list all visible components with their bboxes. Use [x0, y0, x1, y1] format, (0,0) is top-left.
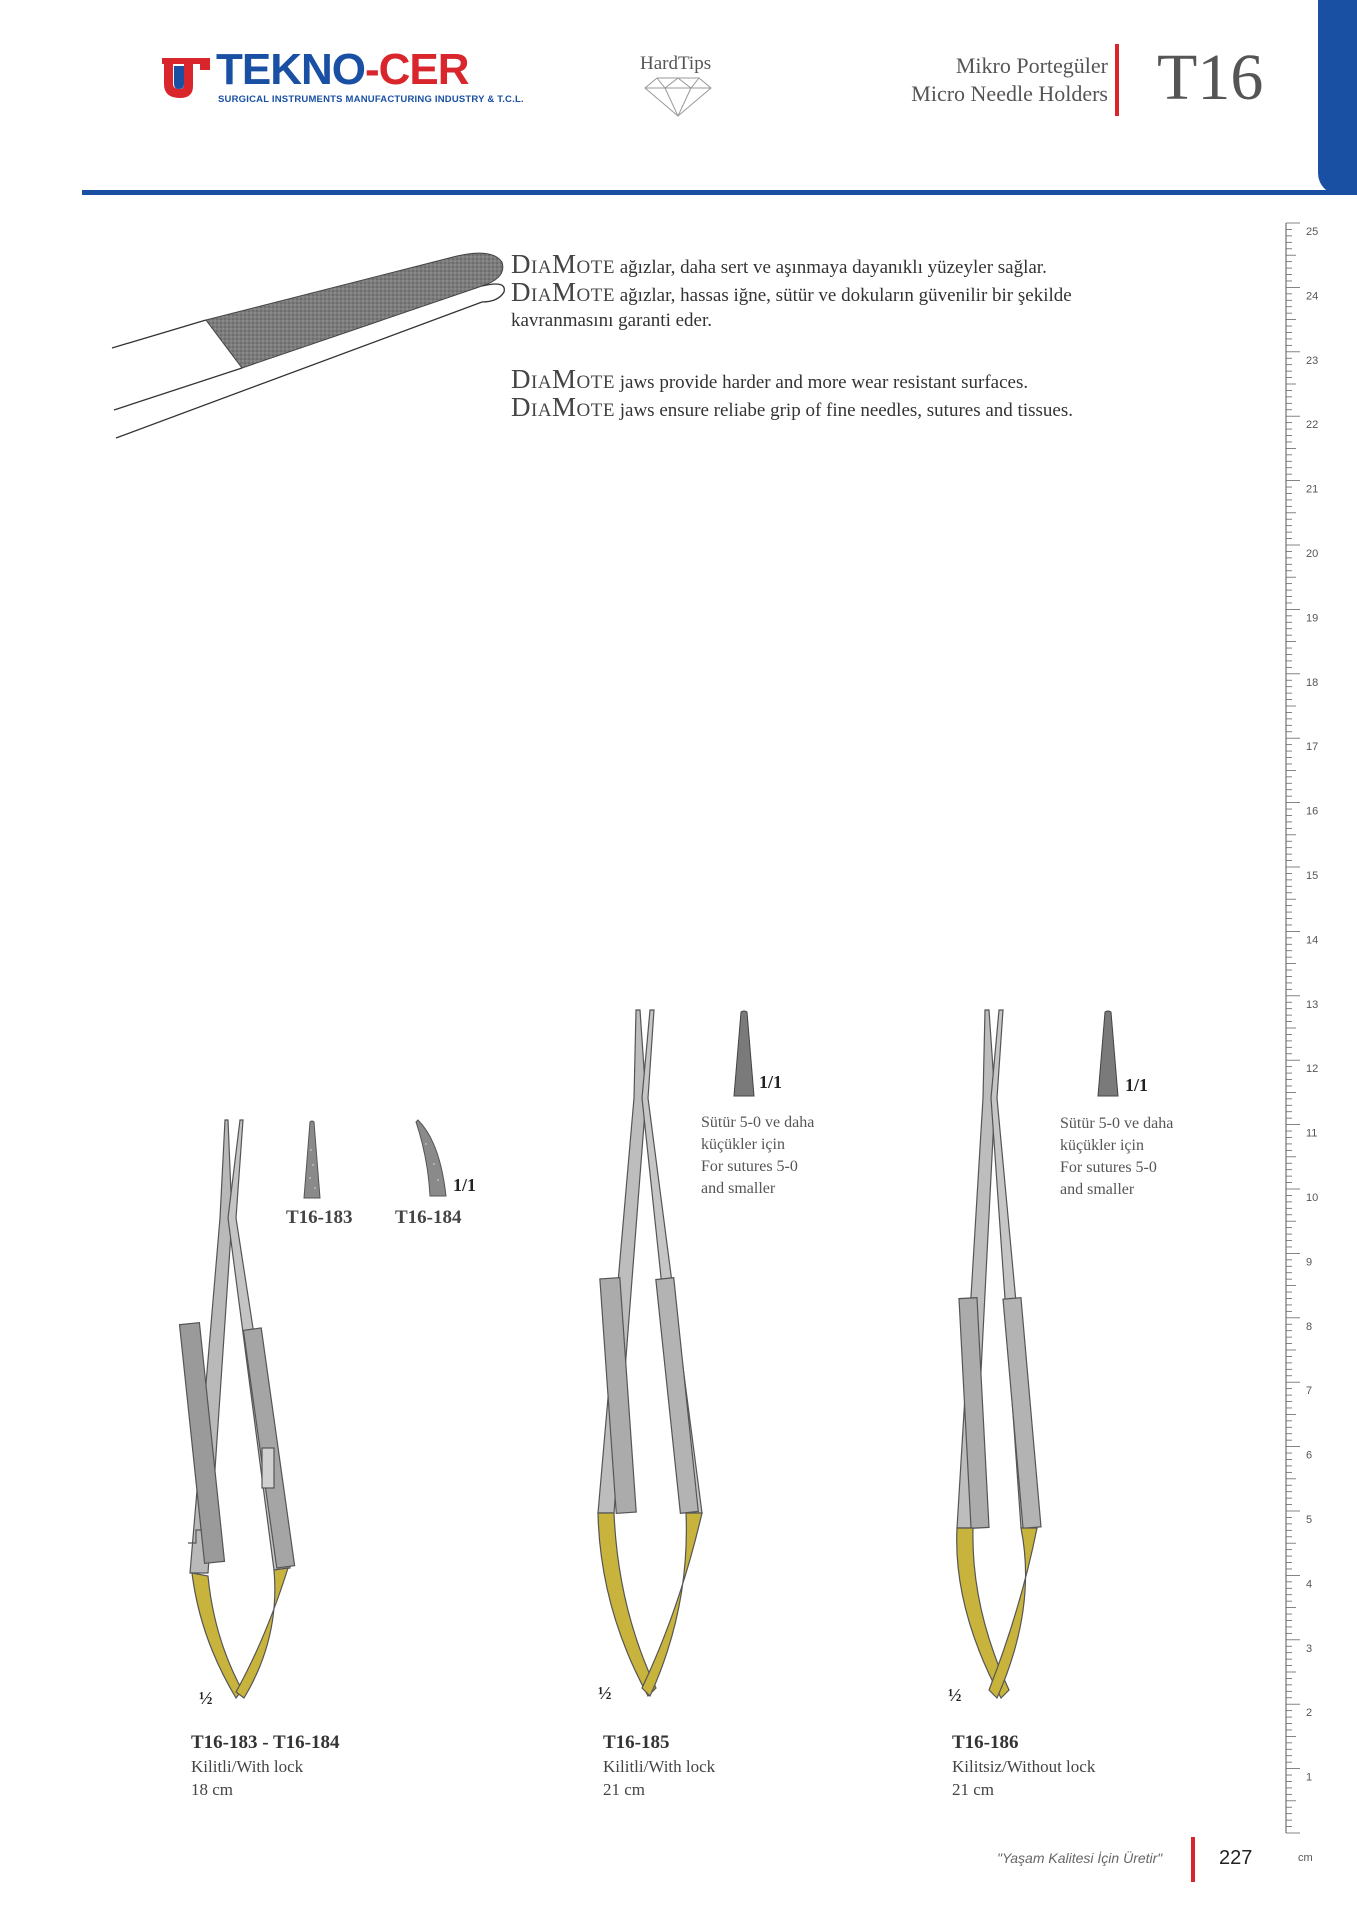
diamote-brand: DiaMote — [511, 392, 615, 422]
ruler-label: 9 — [1306, 1256, 1313, 1269]
ruler-label: 20 — [1306, 548, 1319, 560]
ruler-label: 13 — [1306, 998, 1319, 1011]
suture-note-t16-185: Sütür 5-0 ve daha küçükler için For sutures 5-0 and smaller — [701, 1114, 815, 1197]
brand-subtitle: SURGICAL INSTRUMENTS MANUFACTURING INDUSTRY & T.C.L. — [218, 94, 524, 105]
tip-curved-icon — [412, 1118, 450, 1198]
needle-holder-illustration-t16-185 — [580, 1008, 720, 1708]
cm-ruler — [1285, 218, 1320, 1864]
product-code-t16-183: T16-183 - T16-184 — [191, 1732, 340, 1753]
section-title — [911, 52, 1108, 108]
ruler-label: 10 — [1306, 1192, 1319, 1204]
ruler-label: 3 — [1306, 1642, 1313, 1655]
header-red-separator — [1115, 44, 1119, 116]
header-divider — [82, 190, 1357, 195]
brand-logo-text: TEKNO-CER — [216, 45, 469, 94]
ruler-unit: cm — [1298, 1852, 1313, 1864]
section-title-tr: Mikro Portegüler — [955, 53, 1108, 78]
ruler-label: 7 — [1306, 1385, 1313, 1398]
instrument-scale-t16-183: ½ — [199, 1688, 213, 1708]
ruler-label: 24 — [1306, 290, 1319, 303]
ruler-label: 8 — [1306, 1320, 1313, 1333]
tip-scale-t16-184: 1/1 — [453, 1175, 477, 1195]
brand-logo-icon — [160, 56, 212, 102]
ruler-label: 17 — [1306, 741, 1319, 754]
ruler-label: 12 — [1306, 1063, 1319, 1076]
diamond-icon — [643, 76, 713, 118]
footer-red-separator — [1191, 1837, 1195, 1882]
tip-tapered-icon — [1096, 1010, 1120, 1098]
ruler-label: 23 — [1306, 354, 1319, 367]
needle-holder-illustration-t16-183 — [170, 1118, 310, 1708]
ruler-label: 14 — [1306, 934, 1319, 947]
tip-tapered-icon — [732, 1010, 756, 1098]
product-lock-t16-183: Kilitli/With lock — [191, 1757, 304, 1776]
tip-label-t16-184: T16-184 — [395, 1207, 462, 1228]
ruler-label: 2 — [1306, 1707, 1313, 1720]
product-code-t16-186: T16-186 — [952, 1732, 1019, 1753]
ruler-label: 21 — [1306, 483, 1319, 496]
description-tr: DiaMote ağızlar, daha sert ve aşınmaya dayanıklı yüzeyler sağlar. DiaMote ağızlar, hassas iğne, sütür ve dokuların güvenilir bir şekilde kavranmasını garanti eder. — [511, 249, 1072, 331]
ruler-label: 16 — [1306, 805, 1319, 818]
product-length-t16-183: 18 cm — [191, 1780, 234, 1799]
product-code-t16-185: T16-185 — [603, 1732, 670, 1753]
product-lock-t16-185: Kilitli/With lock — [603, 1757, 716, 1776]
ruler-label: 18 — [1306, 676, 1319, 689]
diamote-brand: DiaMote — [511, 277, 615, 307]
ruler-label: 5 — [1306, 1514, 1313, 1526]
description-en: DiaMote jaws provide harder and more wear resistant surfaces. DiaMote jaws ensure reliabe grip of fine needles, sutures and tissues. — [511, 364, 1073, 422]
instrument-scale-t16-185: ½ — [598, 1683, 612, 1703]
suture-note-t16-186: Sütür 5-0 ve daha küçükler için For sutures 5-0 and smaller — [1060, 1115, 1174, 1198]
needle-holder-illustration-t16-186 — [925, 1008, 1065, 1708]
diamote-jaw-illustration — [112, 250, 507, 445]
instrument-scale-t16-186: ½ — [948, 1685, 962, 1705]
diamote-brand: DiaMote — [511, 249, 615, 279]
footer-slogan: "Yaşam Kalitesi İçin Üretir" — [997, 1850, 1163, 1866]
section-title-en: Micro Needle Holders — [911, 81, 1108, 106]
tip-scale-t16-186: 1/1 — [1125, 1075, 1149, 1095]
hardtips-label: HardTips — [640, 53, 712, 74]
ruler-label: 25 — [1306, 226, 1319, 238]
tip-scale-t16-185: 1/1 — [759, 1072, 783, 1092]
product-length-t16-185: 21 cm — [603, 1780, 646, 1799]
ruler-label: 4 — [1306, 1578, 1313, 1591]
header-blue-tab — [1318, 0, 1357, 195]
ruler-label: 6 — [1306, 1449, 1313, 1462]
ruler-label: 11 — [1306, 1127, 1318, 1140]
ruler-label: 22 — [1306, 419, 1319, 432]
ruler-label: 15 — [1306, 870, 1319, 882]
diamote-brand: DiaMote — [511, 364, 615, 394]
product-lock-t16-186: Kilitsiz/Without lock — [952, 1757, 1096, 1776]
product-length-t16-186: 21 cm — [952, 1780, 995, 1799]
tip-label-t16-183: T16-183 — [286, 1207, 353, 1228]
ruler-label: 1 — [1306, 1771, 1313, 1784]
ruler-label: 19 — [1306, 612, 1319, 625]
page-number: 227 — [1219, 1847, 1253, 1869]
section-code: T16 — [1157, 41, 1264, 114]
